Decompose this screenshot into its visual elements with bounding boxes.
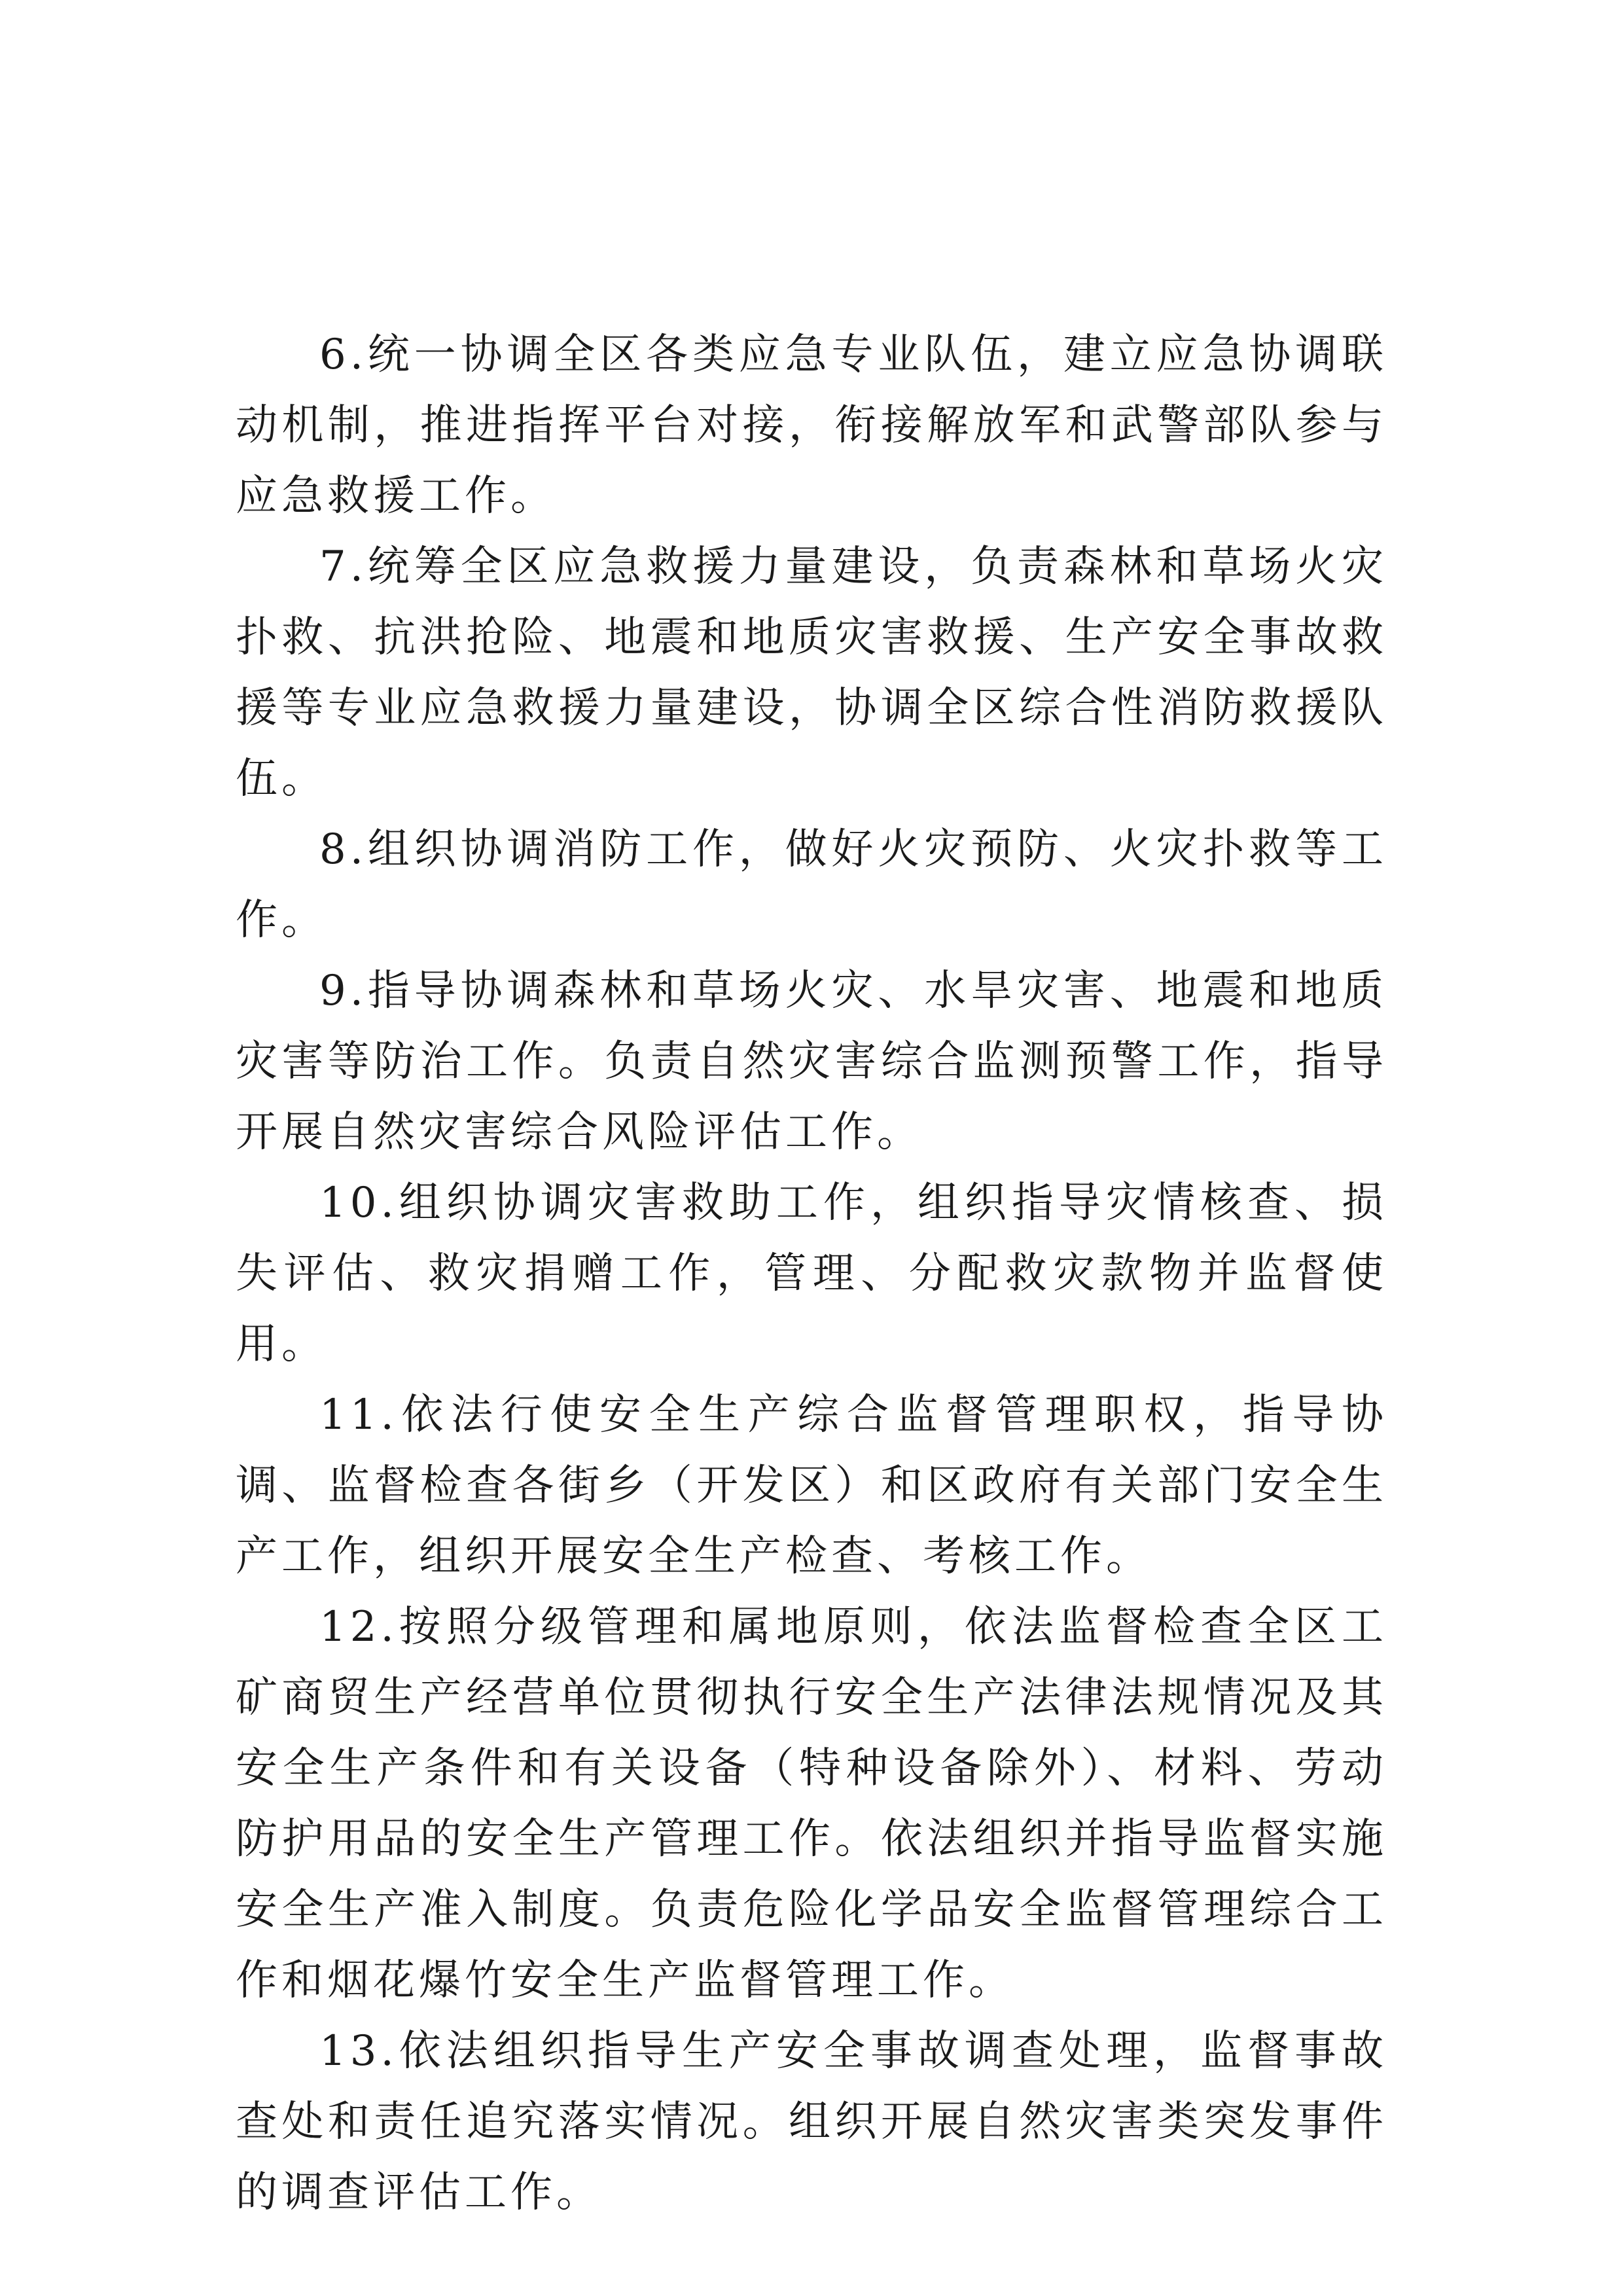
paragraph-item-6: 6.统一协调全区各类应急专业队伍，建立应急协调联动机制，推进指挥平台对接，衔接解放军和武警部队参与应急救援工作。: [236, 331, 1387, 520]
paragraph-item-7: 7.统筹全区应急救援力量建设，负责森林和草场火灾扑救、抗洪抢险、地震和地质灾害救援、生产安全事故救援等专业应急救援力量建设，协调全区综合性消防救援队伍。: [236, 543, 1387, 803]
paragraph-item-9: 9.指导协调森林和草场火灾、水旱灾害、地震和地质灾害等防治工作。负责自然灾害综合监测预警工作，指导开展自然灾害综合风险评估工作。: [236, 967, 1387, 1157]
paragraph-item-13: 13.依法组织指导生产安全事故调查处理，监督事故查处和责任追究落实情况。组织开展自然灾害类突发事件的调查评估工作。: [236, 2027, 1387, 2217]
paragraph-item-10: 10.组织协调灾害救助工作，组织指导灾情核查、损失评估、救灾捐赠工作，管理、分配救灾款物并监督使用。: [236, 1179, 1387, 1369]
paragraph-item-11: 11.依法行使安全生产综合监督管理职权，指导协调、监督检查各街乡（开发区）和区政府有关部门安全生产工作，组织开展安全生产检查、考核工作。: [236, 1391, 1387, 1581]
paragraph-item-12: 12.按照分级管理和属地原则，依法监督检查全区工矿商贸生产经营单位贯彻执行安全生产法律法规情况及其安全生产条件和有关设备（特种设备除外）、材料、劳动防护用品的安全生产管理工作。依法组织并指导监督实施安全生产准入制度。负责危险化学品安全监督管理综合工作和烟花爆竹安全生产监督管理工作。: [236, 1603, 1387, 2005]
paragraph-item-8: 8.组织协调消防工作，做好火灾预防、火灾扑救等工作。: [236, 825, 1387, 944]
document-body: [236, 319, 1387, 2228]
